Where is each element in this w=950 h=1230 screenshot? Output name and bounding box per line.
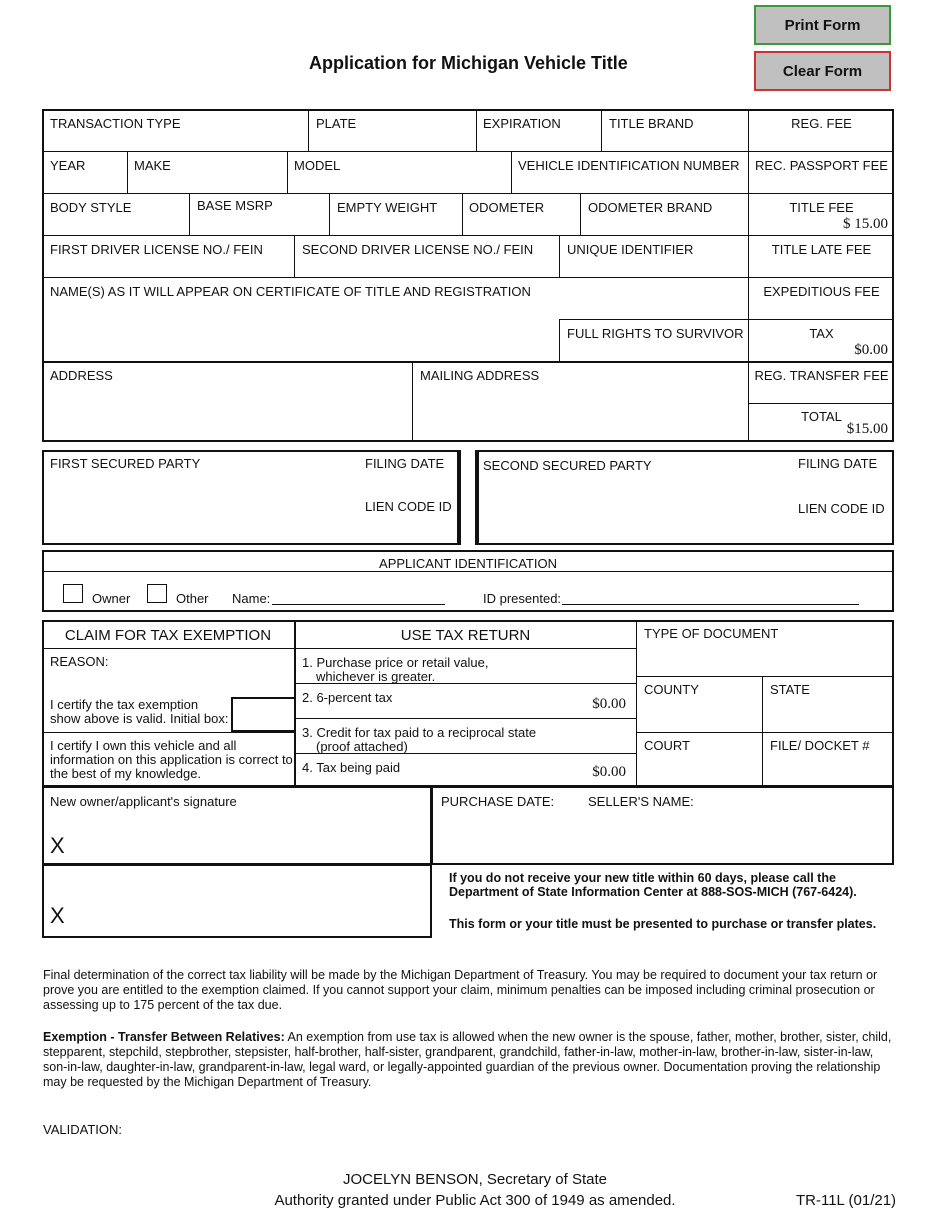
id-presented-input[interactable] <box>562 591 859 605</box>
purchase-date-field[interactable]: PURCHASE DATE: <box>441 794 555 809</box>
final-determination-paragraph: Final determination of the correct tax liability will be made by the Michigan Department of Treasury. You may be required to document your tax return or prove you are entitled to the exemption claimed. If you cannot support your claim, minimum penalties can be imposed including criminal prosecution or assessing up to 175 percent of the tax due. <box>43 968 878 1012</box>
owner-checkbox[interactable] <box>63 584 83 603</box>
name-label: Name: <box>232 591 271 606</box>
credit-reciprocal-label-2: (proof attached) <box>316 739 408 754</box>
total-value[interactable]: $15.00 <box>846 421 888 437</box>
clear-form-button[interactable]: Clear Form <box>754 51 891 91</box>
second-lien-code-label: LIEN CODE ID <box>798 501 885 516</box>
initial-box[interactable] <box>231 697 295 732</box>
first-driver-license-field[interactable]: FIRST DRIVER LICENSE NO./ FEIN <box>50 242 263 257</box>
rec-passport-fee-label: REC. PASSPORT FEE <box>755 158 888 173</box>
address-field[interactable]: ADDRESS <box>50 368 113 383</box>
odometer-field[interactable]: ODOMETER <box>469 200 545 215</box>
second-signature-box[interactable] <box>42 864 432 938</box>
certify-ownership-text: I certify I own this vehicle and all <box>50 738 237 753</box>
exemption-relatives-title: Exemption - Transfer Between Relatives: <box>43 1030 285 1044</box>
second-driver-license-field[interactable]: SECOND DRIVER LICENSE NO./ FEIN <box>302 242 534 257</box>
reg-fee-label: REG. FEE <box>791 116 852 131</box>
purchase-price-label[interactable]: 1. Purchase price or retail value, <box>302 655 489 670</box>
make-field[interactable]: MAKE <box>134 158 171 173</box>
court-field[interactable]: COURT <box>644 738 690 753</box>
tax-being-paid-label: 4. Tax being paid <box>302 760 401 775</box>
form-number: TR-11L (01/21) <box>796 1192 897 1209</box>
reason-field[interactable]: REASON: <box>50 654 109 669</box>
form-title: Application for Michigan Vehicle Title <box>309 53 628 73</box>
first-filing-date-label: FILING DATE <box>365 456 445 471</box>
year-field[interactable]: YEAR <box>50 158 86 173</box>
claim-tax-exemption-heading: CLAIM FOR TAX EXEMPTION <box>64 627 272 644</box>
other-label: Other <box>176 591 209 606</box>
first-secured-party-label: FIRST SECURED PARTY <box>50 456 201 471</box>
unique-identifier-field[interactable]: UNIQUE IDENTIFIER <box>567 242 694 257</box>
tax-value[interactable]: $0.00 <box>854 342 888 358</box>
applicant-identification-heading: APPLICANT IDENTIFICATION <box>379 556 557 571</box>
exemption-relatives-text: An exemption from use tax is allowed when the new owner is the spouse, father, mother, brother, sister, child, stepparent, stepchild, stepbrother, stepsister, half-brother, half-sister, grandparent, grandchild, father-in-law, mother-in-law, brother-in-law, sister-in-law, son-in-law, daughter-in-law, grandparent-in-law, legal ward, or legally-appointed guardian of the previous owner. Documentation proving the relationship may be requested by the Michigan Department of Treasury. <box>43 1030 892 1089</box>
model-field[interactable]: MODEL <box>294 158 341 173</box>
print-form-button[interactable]: Print Form <box>754 5 891 45</box>
owner-label: Owner <box>92 591 131 606</box>
notice-plates: This form or your title must be presented to purchase or transfer plates. <box>449 917 877 931</box>
use-tax-return-heading: USE TAX RETURN <box>400 627 531 644</box>
authority-statement: Authority granted under Public Act 300 of 1949 as amended. <box>274 1192 676 1209</box>
tax-label: TAX <box>809 326 834 341</box>
full-rights-survivor-field[interactable]: FULL RIGHTS TO SURVIVOR <box>567 326 744 341</box>
expiration-field[interactable]: EXPIRATION <box>483 116 561 131</box>
second-signature-x-mark: X <box>50 903 65 928</box>
notice-title-delay-2: Department of State Information Center at 888-SOS-MICH (767-6424). <box>449 885 857 899</box>
purchase-price-label-2: whichever is greater. <box>316 669 436 684</box>
county-field[interactable]: COUNTY <box>644 682 699 697</box>
expeditious-fee-label: EXPEDITIOUS FEE <box>763 284 880 299</box>
sellers-name-field[interactable]: SELLER'S NAME: <box>588 794 694 809</box>
certify-ownership-text-2: information on this application is correct to <box>50 752 293 767</box>
name-input[interactable] <box>272 591 445 605</box>
odometer-brand-field[interactable]: ODOMETER BRAND <box>588 200 713 215</box>
certify-ownership-text-3: the best of my knowledge. <box>50 766 202 781</box>
notice-title-delay: If you do not receive your new title within 60 days, please call the <box>449 871 836 885</box>
title-fee-label: TITLE FEE <box>789 200 854 215</box>
title-late-fee-label: TITLE LATE FEE <box>771 242 872 257</box>
reg-transfer-fee-label: REG. TRANSFER FEE <box>754 368 889 383</box>
exemption-relatives-paragraph <box>43 1030 895 1090</box>
second-secured-party-label: SECOND SECURED PARTY <box>483 458 652 473</box>
validation-label: VALIDATION: <box>43 1122 122 1137</box>
base-msrp-field[interactable]: BASE MSRP <box>197 198 273 213</box>
names-on-title-field[interactable]: NAME(S) AS IT WILL APPEAR ON CERTIFICATE OF TITLE AND REGISTRATION <box>50 284 531 299</box>
type-of-document-field[interactable]: TYPE OF DOCUMENT <box>644 626 779 641</box>
six-percent-tax-label: 2. 6-percent tax <box>302 690 393 705</box>
state-field[interactable]: STATE <box>770 682 810 697</box>
title-brand-field[interactable]: TITLE BRAND <box>609 116 694 131</box>
first-lien-code-label: LIEN CODE ID <box>365 499 452 514</box>
six-percent-tax-value[interactable]: $0.00 <box>592 696 626 712</box>
file-docket-field[interactable]: FILE/ DOCKET # <box>770 738 870 753</box>
second-filing-date-label: FILING DATE <box>798 456 878 471</box>
certify-exemption-text: I certify the tax exemption <box>50 697 199 712</box>
body-style-field[interactable]: BODY STYLE <box>50 200 132 215</box>
vin-field[interactable]: VEHICLE IDENTIFICATION NUMBER <box>518 158 740 173</box>
other-checkbox[interactable] <box>147 584 167 603</box>
total-label: TOTAL <box>801 409 842 424</box>
plate-field[interactable]: PLATE <box>316 116 357 131</box>
secretary-of-state: JOCELYN BENSON, Secretary of State <box>343 1171 607 1188</box>
title-fee-value[interactable]: $ 15.00 <box>843 216 888 232</box>
tax-being-paid-value[interactable]: $0.00 <box>592 764 626 780</box>
empty-weight-field[interactable]: EMPTY WEIGHT <box>337 200 438 215</box>
credit-reciprocal-label[interactable]: 3. Credit for tax paid to a reciprocal state <box>302 725 537 740</box>
signature-label: New owner/applicant's signature <box>50 794 237 809</box>
signature-x-mark: X <box>50 833 65 858</box>
certify-exemption-text-2: show above is valid. Initial box: <box>50 711 229 726</box>
transaction-type-field[interactable]: TRANSACTION TYPE <box>50 116 181 131</box>
mailing-address-field[interactable]: MAILING ADDRESS <box>420 368 540 383</box>
id-presented-label: ID presented: <box>483 591 562 606</box>
